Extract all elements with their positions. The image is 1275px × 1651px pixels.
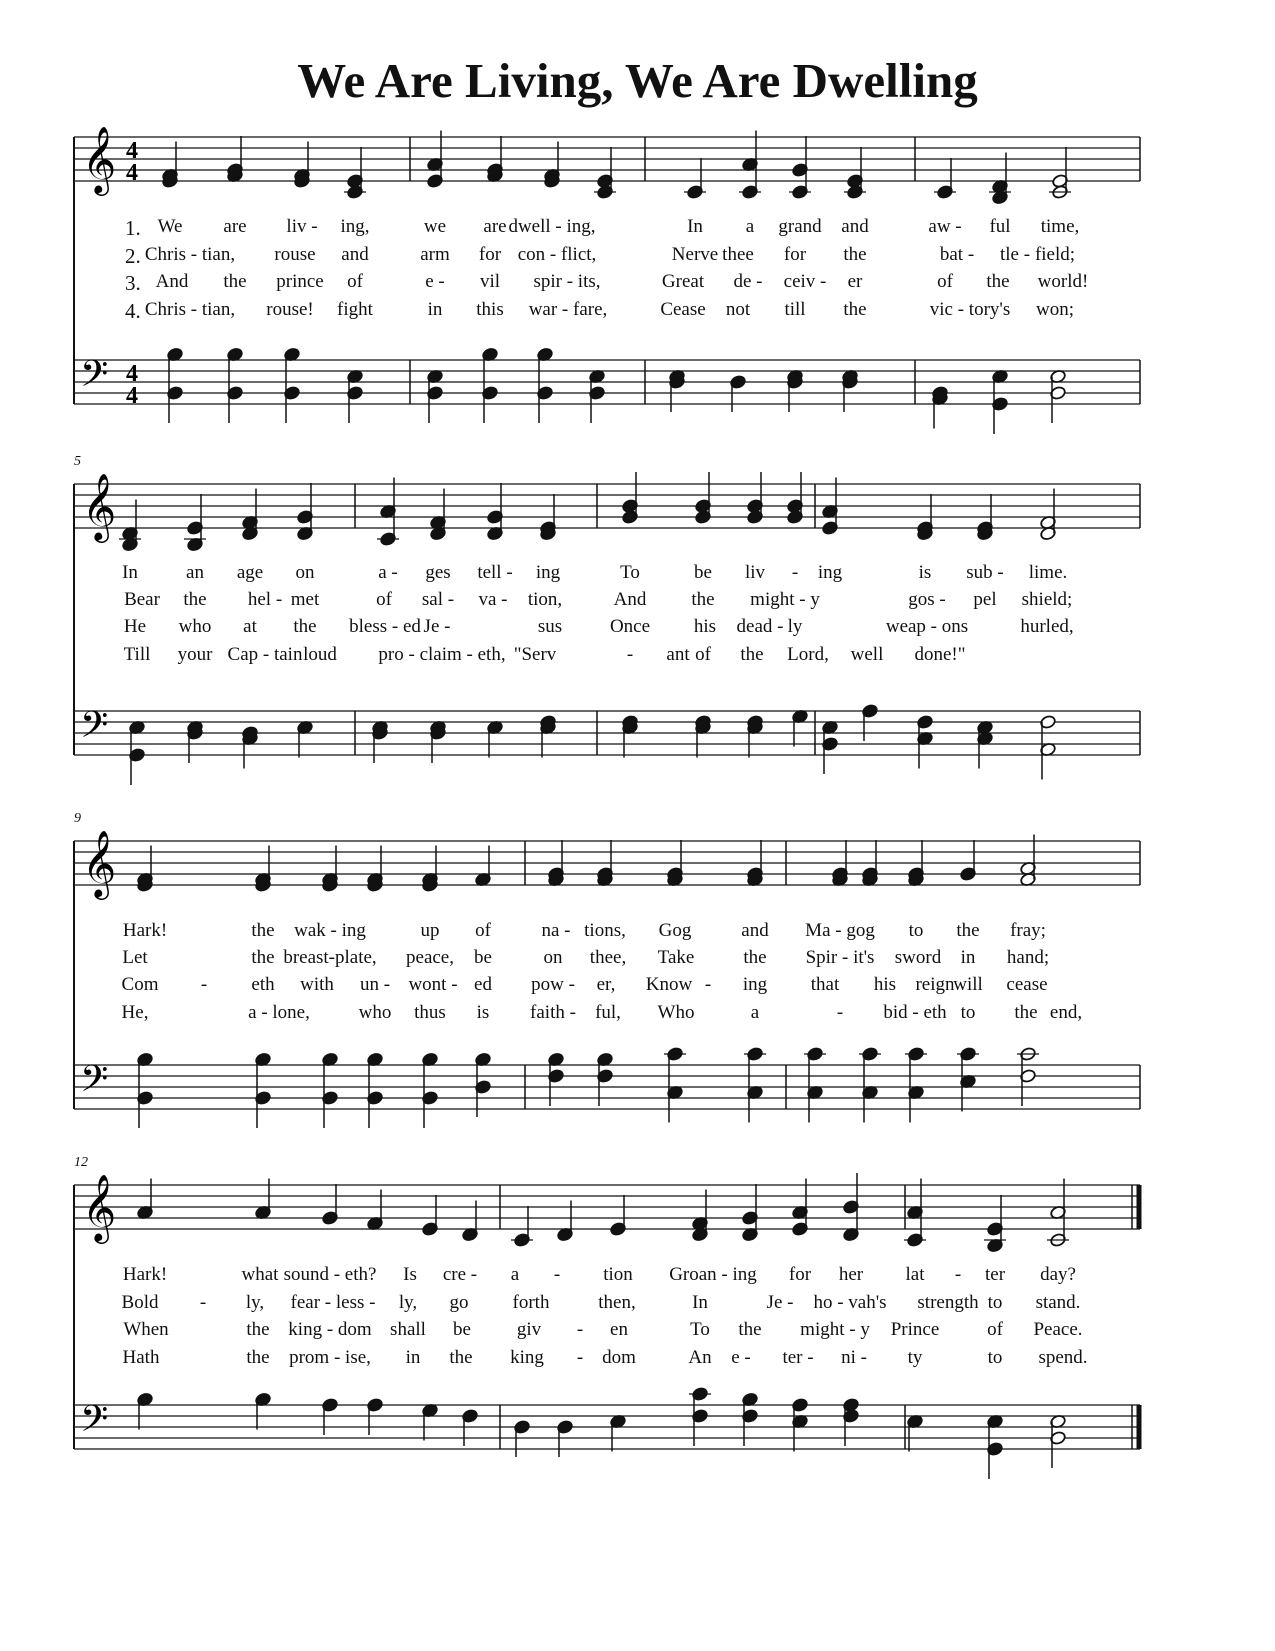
lyric-syllable: fray; bbox=[1010, 920, 1046, 941]
lyric-syllable: e - bbox=[425, 271, 445, 292]
lyric-syllable: He bbox=[123, 616, 147, 637]
lyric-syllable: Hath bbox=[122, 1347, 160, 1368]
lyric-syllable: tions, bbox=[584, 920, 626, 941]
lyric-syllable: Cap - tain bbox=[227, 644, 303, 665]
lyric-syllable: va - bbox=[478, 589, 508, 610]
lyric-syllable: er, bbox=[596, 974, 616, 995]
lyric-syllable: with bbox=[300, 974, 334, 995]
lyric-syllable: ceiv - bbox=[783, 271, 827, 292]
lyric-syllable: Spir - it's bbox=[805, 947, 875, 968]
lyric-syllable: the bbox=[449, 1347, 473, 1368]
lyric-syllable: end, bbox=[1049, 1002, 1083, 1023]
lyric-syllable: of bbox=[347, 271, 363, 292]
lyric-syllable: breast-plate, bbox=[283, 947, 377, 968]
lyric-syllable: Chris - tian, bbox=[144, 244, 236, 265]
lyric-syllable: - bbox=[553, 1264, 561, 1285]
lyric-syllable: this bbox=[476, 299, 504, 320]
lyric-syllable: ly, bbox=[245, 1292, 265, 1313]
lyric-syllable: Je - bbox=[423, 616, 451, 637]
lyric-syllable: that bbox=[810, 974, 840, 995]
measure-number: 5 bbox=[74, 454, 81, 469]
lyric-syllable: Hark! bbox=[122, 1264, 168, 1285]
lyric-syllable: king bbox=[510, 1347, 544, 1368]
lyric-syllable: thus bbox=[414, 1002, 446, 1023]
lyric-syllable: ing bbox=[535, 562, 561, 583]
bass-clef-icon: 𝄢 bbox=[80, 1398, 109, 1449]
lyric-syllable: vil bbox=[479, 271, 501, 292]
lyric-syllable: wak - ing bbox=[294, 920, 366, 941]
lyric-syllable: Prince bbox=[890, 1319, 940, 1340]
lyric-syllable: - bbox=[576, 1347, 584, 1368]
lyric-syllable: go bbox=[449, 1292, 469, 1313]
lyric-syllable: Groan - ing bbox=[669, 1264, 757, 1285]
lyric-syllable: her bbox=[838, 1264, 864, 1285]
lyric-syllable: Nerve bbox=[671, 244, 719, 265]
lyric-syllable: hel - bbox=[247, 589, 283, 610]
treble-clef-icon: 𝄞 bbox=[82, 1173, 117, 1241]
lyric-syllable: in bbox=[405, 1347, 421, 1368]
lyric-syllable: done!" bbox=[914, 644, 966, 665]
lyric-syllable: bless - ed bbox=[349, 616, 421, 637]
lyric-syllable: In bbox=[692, 1292, 708, 1313]
lyric-syllable: He, bbox=[121, 1002, 149, 1023]
lyric-syllable: a bbox=[745, 216, 755, 237]
lyric-syllable: arm bbox=[420, 244, 450, 265]
lyric-syllable: will bbox=[953, 974, 983, 995]
lyric-syllable: Bear bbox=[124, 589, 160, 610]
lyric-syllable: Know bbox=[645, 974, 693, 995]
lyric-syllable: To bbox=[690, 1319, 710, 1340]
verse-number: 1. bbox=[125, 216, 141, 240]
lyric-syllable: his bbox=[873, 974, 897, 995]
lyric-syllable: world! bbox=[1037, 271, 1089, 292]
lyric-syllable: ing bbox=[742, 974, 768, 995]
lyric-syllable: to bbox=[960, 1002, 976, 1023]
lyric-syllable: gos - bbox=[908, 589, 946, 610]
lyric-syllable: in bbox=[960, 947, 976, 968]
lyric-syllable: Cease bbox=[660, 299, 706, 320]
treble-clef-icon: 𝄞 bbox=[82, 125, 117, 193]
lyric-syllable: peace, bbox=[406, 947, 454, 968]
lyric-syllable: pro - claim - eth, bbox=[378, 644, 506, 665]
lyric-syllable: - bbox=[200, 974, 208, 995]
lyric-syllable: won; bbox=[1036, 299, 1074, 320]
bass-clef-icon: 𝄢 bbox=[80, 1058, 109, 1109]
lyric-syllable: a - bbox=[378, 562, 398, 583]
lyric-syllable: weap - ons bbox=[885, 616, 969, 637]
lyric-syllable: Till bbox=[123, 644, 151, 665]
lyric-syllable: ni - bbox=[841, 1347, 867, 1368]
lyric-syllable: tion bbox=[603, 1264, 633, 1285]
lyric-syllable: are bbox=[223, 216, 247, 237]
lyric-syllable: and bbox=[841, 216, 869, 237]
lyric-syllable: a bbox=[750, 1002, 760, 1023]
lyric-syllable: sus bbox=[537, 616, 563, 637]
lyric-syllable: of bbox=[695, 644, 711, 665]
lyric-syllable: To bbox=[620, 562, 640, 583]
lyric-syllable: the bbox=[743, 947, 767, 968]
lyric-syllable: Je - bbox=[766, 1292, 794, 1313]
lyric-syllable: Great bbox=[661, 271, 705, 292]
lyric-syllable: ful bbox=[989, 216, 1011, 237]
lyric-syllable: the bbox=[956, 920, 980, 941]
lyric-syllable: of bbox=[987, 1319, 1003, 1340]
lyric-syllable: at bbox=[243, 616, 257, 637]
lyric-syllable: liv bbox=[744, 562, 766, 583]
lyric-syllable: field; bbox=[1034, 244, 1076, 265]
lyric-syllable: Who bbox=[657, 1002, 695, 1023]
lyric-syllable: of bbox=[937, 271, 953, 292]
lyric-syllable: on bbox=[295, 562, 315, 583]
lyric-syllable: hurled, bbox=[1020, 616, 1074, 637]
lyric-syllable: Hark! bbox=[122, 920, 168, 941]
lyric-syllable: ing bbox=[817, 562, 843, 583]
lyric-syllable: lat bbox=[905, 1264, 925, 1285]
measure-number: 12 bbox=[74, 1155, 88, 1170]
lyric-syllable: the bbox=[843, 244, 867, 265]
lyric-syllable: shall bbox=[390, 1319, 426, 1340]
lyric-syllable: not bbox=[725, 299, 751, 320]
lyric-syllable: cre - bbox=[442, 1264, 478, 1285]
lyric-syllable: on bbox=[543, 947, 563, 968]
lyric-syllable: ly bbox=[787, 616, 803, 637]
lyric-syllable: his bbox=[693, 616, 717, 637]
lyric-syllable: a - lone, bbox=[248, 1002, 310, 1023]
lyric-syllable: is bbox=[918, 562, 932, 583]
lyric-syllable: Is bbox=[403, 1264, 417, 1285]
lyric-syllable: en bbox=[610, 1319, 628, 1340]
lyric-syllable: and bbox=[741, 920, 769, 941]
lyric-syllable: day? bbox=[1040, 1264, 1076, 1285]
lyric-syllable: to bbox=[987, 1292, 1003, 1313]
lyric-syllable: then, bbox=[598, 1292, 636, 1313]
lyric-syllable: - bbox=[954, 1264, 962, 1285]
lyric-syllable: faith - bbox=[530, 1002, 576, 1023]
lyric-syllable: - bbox=[704, 974, 712, 995]
lyric-syllable: - bbox=[626, 644, 634, 665]
measure-number: 9 bbox=[74, 811, 81, 826]
lyric-syllable: wont - bbox=[408, 974, 458, 995]
lyric-syllable: An bbox=[688, 1347, 712, 1368]
treble-clef-icon: 𝄞 bbox=[82, 829, 117, 897]
lyric-syllable: aw - bbox=[928, 216, 962, 237]
lyric-syllable: Peace. bbox=[1033, 1319, 1083, 1340]
lyric-syllable: be bbox=[453, 1319, 471, 1340]
bass-clef-icon: 𝄢 bbox=[80, 353, 109, 404]
lyric-syllable: forth bbox=[512, 1292, 550, 1313]
lyric-syllable: giv bbox=[516, 1319, 542, 1340]
verse-number: 2. bbox=[125, 244, 141, 268]
lyric-syllable: e - bbox=[731, 1347, 751, 1368]
lyric-syllable: for bbox=[788, 1264, 812, 1285]
lyric-syllable: ing, bbox=[340, 216, 370, 237]
time-signature-top: 4 bbox=[126, 361, 138, 387]
lyric-syllable: thee, bbox=[589, 947, 627, 968]
lyric-syllable: thee bbox=[722, 244, 754, 265]
lyric-syllable: vic - tory's bbox=[929, 299, 1011, 320]
lyric-syllable: sword bbox=[894, 947, 942, 968]
lyric-syllable: prince bbox=[276, 271, 324, 292]
lyric-syllable: de - bbox=[733, 271, 763, 292]
lyric-syllable: In bbox=[122, 562, 138, 583]
lyric-syllable: who bbox=[358, 1002, 392, 1023]
lyric-syllable: Ma - gog bbox=[805, 920, 875, 941]
lyric-syllable: who bbox=[178, 616, 212, 637]
lyric-syllable: the bbox=[1014, 1002, 1038, 1023]
lyric-syllable: ty bbox=[907, 1347, 923, 1368]
lyric-syllable: of bbox=[376, 589, 392, 610]
lyric-syllable: might - y bbox=[800, 1319, 870, 1340]
lyric-syllable: we bbox=[423, 216, 447, 237]
lyric-syllable: er bbox=[847, 271, 863, 292]
lyric-syllable: And bbox=[613, 589, 647, 610]
lyric-syllable: to bbox=[987, 1347, 1003, 1368]
lyric-syllable: fight bbox=[337, 299, 373, 320]
lyric-syllable: for bbox=[478, 244, 502, 265]
lyric-syllable: pel bbox=[973, 589, 997, 610]
lyric-syllable: the bbox=[246, 1319, 270, 1340]
lyric-syllable: - bbox=[199, 1292, 207, 1313]
lyric-syllable: bat - bbox=[939, 244, 975, 265]
lyric-syllable: tell - bbox=[477, 562, 513, 583]
lyric-syllable: ed bbox=[474, 974, 492, 995]
lyric-syllable: king - dom bbox=[288, 1319, 372, 1340]
lyric-syllable: lime. bbox=[1028, 562, 1068, 583]
lyric-syllable: Chris - tian, bbox=[144, 299, 236, 320]
lyric-syllable: time, bbox=[1040, 216, 1080, 237]
lyric-syllable: might - y bbox=[750, 589, 820, 610]
lyric-syllable: stand. bbox=[1035, 1292, 1081, 1313]
lyric-syllable: Lord, bbox=[787, 644, 829, 665]
lyric-syllable: Once bbox=[609, 616, 651, 637]
lyric-syllable: to bbox=[908, 920, 924, 941]
lyric-syllable: the bbox=[691, 589, 715, 610]
lyric-syllable: pow - bbox=[531, 974, 575, 995]
lyric-syllable: rouse bbox=[274, 244, 316, 265]
lyric-syllable: spir - its, bbox=[533, 271, 601, 292]
time-signature-bottom: 4 bbox=[126, 160, 138, 186]
lyric-syllable: sub - bbox=[966, 562, 1004, 583]
lyric-syllable: reign bbox=[915, 974, 955, 995]
lyric-syllable: ter - bbox=[782, 1347, 814, 1368]
lyric-syllable: be bbox=[694, 562, 712, 583]
treble-clef-icon: 𝄞 bbox=[82, 472, 117, 540]
bass-clef-icon: 𝄢 bbox=[80, 704, 109, 755]
time-signature-bottom: 4 bbox=[126, 383, 138, 409]
lyric-syllable: of bbox=[475, 920, 491, 941]
lyric-syllable: ges bbox=[425, 562, 451, 583]
lyric-syllable: We bbox=[157, 216, 183, 237]
lyric-syllable: And bbox=[155, 271, 189, 292]
lyric-syllable: fear - less - bbox=[290, 1292, 376, 1313]
lyric-syllable: sound - eth? bbox=[283, 1264, 377, 1285]
lyric-syllable: eth bbox=[251, 974, 275, 995]
lyric-syllable: - bbox=[836, 1002, 844, 1023]
lyric-syllable: un - bbox=[359, 974, 391, 995]
lyric-syllable: ly, bbox=[398, 1292, 418, 1313]
lyric-syllable: your bbox=[177, 644, 213, 665]
lyric-syllable: grand bbox=[778, 216, 822, 237]
lyric-syllable: "Serv bbox=[513, 644, 557, 665]
lyric-syllable: Take bbox=[657, 947, 695, 968]
lyric-syllable: tion, bbox=[527, 589, 563, 610]
lyric-syllable: an bbox=[186, 562, 204, 583]
lyric-syllable: in bbox=[427, 299, 443, 320]
lyric-syllable: dwell - ing, bbox=[508, 216, 596, 237]
lyric-syllable: well bbox=[850, 644, 884, 665]
verse-number: 3. bbox=[125, 271, 141, 295]
verse-number: 4. bbox=[125, 299, 141, 323]
lyric-syllable: the bbox=[293, 616, 317, 637]
lyric-syllable: war - fare, bbox=[528, 299, 608, 320]
lyric-syllable: be bbox=[474, 947, 492, 968]
lyric-syllable: prom - ise, bbox=[289, 1347, 371, 1368]
lyric-syllable: dom bbox=[602, 1347, 636, 1368]
lyric-syllable: rouse! bbox=[266, 299, 314, 320]
lyric-syllable: bid - eth bbox=[883, 1002, 947, 1023]
lyric-syllable: cease bbox=[1006, 974, 1048, 995]
lyric-syllable: When bbox=[123, 1319, 169, 1340]
lyric-syllable: Bold bbox=[121, 1292, 159, 1313]
time-signature-top: 4 bbox=[126, 138, 138, 164]
hymn-title: We Are Living, We Are Dwelling bbox=[297, 53, 978, 108]
lyric-syllable: the bbox=[986, 271, 1010, 292]
lyric-syllable: the bbox=[740, 644, 764, 665]
lyric-syllable: a bbox=[510, 1264, 520, 1285]
lyric-syllable: till bbox=[784, 299, 806, 320]
lyric-syllable: ter bbox=[984, 1264, 1006, 1285]
lyric-syllable: up bbox=[420, 920, 440, 941]
lyric-syllable: the bbox=[251, 947, 275, 968]
lyric-syllable: spend. bbox=[1038, 1347, 1088, 1368]
lyric-syllable: dead - bbox=[736, 616, 784, 637]
lyric-syllable: ho - vah's bbox=[813, 1292, 887, 1313]
lyric-syllable: Com bbox=[121, 974, 159, 995]
lyric-syllable: strength bbox=[917, 1292, 979, 1313]
lyric-syllable: the bbox=[843, 299, 867, 320]
lyric-syllable: the bbox=[183, 589, 207, 610]
lyric-syllable: the bbox=[251, 920, 275, 941]
lyric-syllable: the bbox=[223, 271, 247, 292]
lyric-syllable: for bbox=[783, 244, 807, 265]
lyric-syllable: hand; bbox=[1006, 947, 1050, 968]
lyric-syllable: Let bbox=[122, 947, 148, 968]
lyric-syllable: are bbox=[483, 216, 507, 237]
lyric-syllable: na - bbox=[541, 920, 571, 941]
lyric-syllable: liv - bbox=[286, 216, 318, 237]
lyric-syllable: age bbox=[236, 562, 264, 583]
lyric-syllable: ant bbox=[666, 644, 690, 665]
lyric-syllable: met bbox=[290, 589, 320, 610]
lyric-syllable: sal - bbox=[421, 589, 455, 610]
lyric-syllable: ful, bbox=[595, 1002, 621, 1023]
lyric-syllable: - bbox=[791, 562, 799, 583]
lyric-syllable: the bbox=[246, 1347, 270, 1368]
lyric-syllable: loud bbox=[303, 644, 337, 665]
lyric-syllable: tle - bbox=[999, 244, 1031, 265]
lyric-syllable: is bbox=[476, 1002, 490, 1023]
lyric-syllable: the bbox=[738, 1319, 762, 1340]
lyric-syllable: shield; bbox=[1021, 589, 1073, 610]
lyric-syllable: - bbox=[576, 1319, 584, 1340]
lyric-syllable: con - flict, bbox=[517, 244, 597, 265]
lyric-syllable: and bbox=[341, 244, 369, 265]
lyric-syllable: what bbox=[241, 1264, 279, 1285]
lyric-syllable: Gog bbox=[658, 920, 692, 941]
lyric-syllable: In bbox=[687, 216, 703, 237]
